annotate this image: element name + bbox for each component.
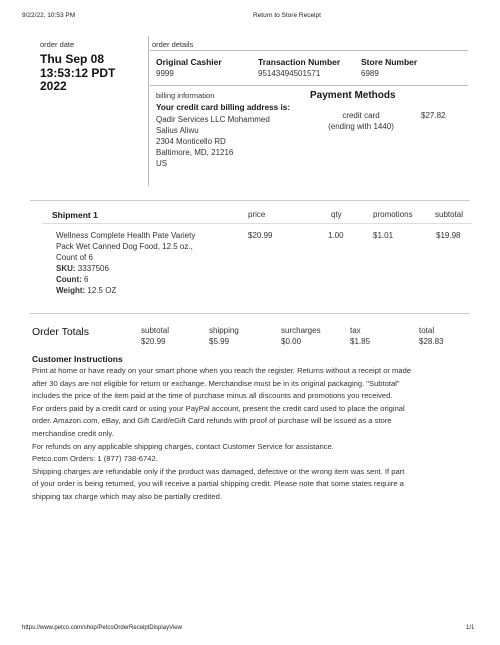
item-name-line: Count of 6 <box>56 253 93 262</box>
shipping-total <box>209 325 239 347</box>
shipment-title: Shipment 1 <box>52 210 98 220</box>
instruction-line: after 30 days are not eligible for return or exchange. Merchandise must be in its original packaging. "Subtotal" <box>32 378 400 388</box>
billing-label: billing information <box>156 91 215 100</box>
item-promotions: $1.01 <box>373 231 394 240</box>
total-label: total <box>419 326 435 335</box>
details-divider <box>150 50 468 51</box>
item-price: $20.99 <box>248 231 273 240</box>
instructions-heading: Customer Instructions <box>32 354 123 364</box>
shipping-value: $5.99 <box>209 337 230 346</box>
col-price: price <box>248 210 266 219</box>
subtotal-value: $20.99 <box>141 337 166 346</box>
billing-heading: Your credit card billing address is: <box>156 103 291 112</box>
billing-divider <box>150 85 468 86</box>
surcharges-label: surcharges <box>281 326 321 335</box>
address-line: Qadir Services LLC Mohammed <box>156 115 270 124</box>
payment-method <box>305 110 417 132</box>
surcharges-value: $0.00 <box>281 337 302 346</box>
order-date-line: Thu Sep 08 <box>40 52 105 66</box>
order-date-value <box>40 53 115 94</box>
order-totals-heading: Order Totals <box>32 326 89 338</box>
section-divider <box>30 200 470 201</box>
instruction-line: For orders paid by a credit card or using your PayPal account, present the credit card used to place the original <box>32 403 405 413</box>
col-subtotal: subtotal <box>435 210 464 219</box>
address-line: Salius Aliwu <box>156 126 199 135</box>
item-name-line: Wellness Complete Health Pate Variety <box>56 231 196 240</box>
item-qty: 1.00 <box>328 231 344 240</box>
instruction-line: Petco.com Orders: 1 (877) 738-6742. <box>32 454 158 464</box>
subtotal-label: subtotal <box>141 326 170 335</box>
grand-total <box>419 325 443 347</box>
transaction-value: 95143494501571 <box>258 69 321 78</box>
address-line: 2304 Monticello RD <box>156 137 226 146</box>
instruction-line: merchandise credit only. <box>32 428 114 438</box>
order-details-label: order details <box>152 40 194 49</box>
order-date-label: order date <box>40 40 75 49</box>
tax-label: tax <box>350 326 361 335</box>
table-row <box>56 230 195 296</box>
instruction-line: includes the price of the item paid at the time of purchase minus all discounts and promotions you received. <box>32 391 393 401</box>
instruction-line: For refunds on any applicable shipping charges, contact Customer Service for assistance. <box>32 441 334 451</box>
page-number: 1/1 <box>466 625 475 631</box>
item-weight: Weight: 12.5 OZ <box>56 286 117 295</box>
cashier-value: 9999 <box>156 69 174 78</box>
section-divider <box>30 313 470 314</box>
total-value: $28.83 <box>419 337 444 346</box>
tax-value: $1.85 <box>350 337 371 346</box>
item-name-line: Pack Wet Canned Dog Food, 12.5 oz., <box>56 242 193 251</box>
print-title: Return to Store Receipt <box>253 12 321 19</box>
item-sku: SKU: 3337506 <box>56 264 109 273</box>
col-qty: qty <box>331 210 342 219</box>
billing-address <box>156 114 270 169</box>
payment-amount: $27.82 <box>421 111 446 120</box>
print-url: https://www.petco.com/shop/PetcoOrderReceiptDisplayView <box>22 625 182 631</box>
instruction-line: of your order is being returned, you will receive a partial shipping credit. Please note that some states require a <box>32 479 404 489</box>
instruction-line: order. Amazon.com, eBay, and Gift Card/eGift Card refunds with proof of purchase will be issued as a store <box>32 416 392 426</box>
instructions-text <box>32 365 472 504</box>
column-divider <box>148 36 149 186</box>
address-line: US <box>156 159 168 168</box>
table-divider <box>42 223 472 224</box>
subtotal-total <box>141 325 169 347</box>
store-value: 6989 <box>361 69 379 78</box>
instruction-line: shipping tax charge which may also be partially credited. <box>32 491 222 501</box>
payment-heading: Payment Methods <box>310 90 396 101</box>
address-line: Baltimore, MD, 21216 <box>156 148 234 157</box>
order-date-line: 13:53:12 PDT <box>40 65 116 80</box>
tax-total <box>350 325 370 347</box>
transaction-label: Transaction Number <box>258 57 341 67</box>
payment-method-line: credit card <box>342 111 380 120</box>
instruction-line: Print at home or have ready on your smart phone when you reach the register. Returns without a receipt or made <box>32 366 412 375</box>
instruction-line: Shipping charges are refundable only if the product was damaged, defective or the wrong item was sent. If part <box>32 466 405 476</box>
col-promotions: promotions <box>373 210 413 219</box>
store-label: Store Number <box>361 57 418 67</box>
item-subtotal: $19.98 <box>436 231 461 240</box>
surcharges-total <box>281 325 321 347</box>
item-count: Count: 6 <box>56 275 89 284</box>
cashier-label: Original Cashier <box>156 57 222 67</box>
order-date-line: 2022 <box>40 79 67 93</box>
print-datetime: 9/22/22, 10:53 PM <box>22 12 76 19</box>
shipping-label: shipping <box>209 326 239 335</box>
payment-method-line: (ending with 1440) <box>328 122 394 131</box>
